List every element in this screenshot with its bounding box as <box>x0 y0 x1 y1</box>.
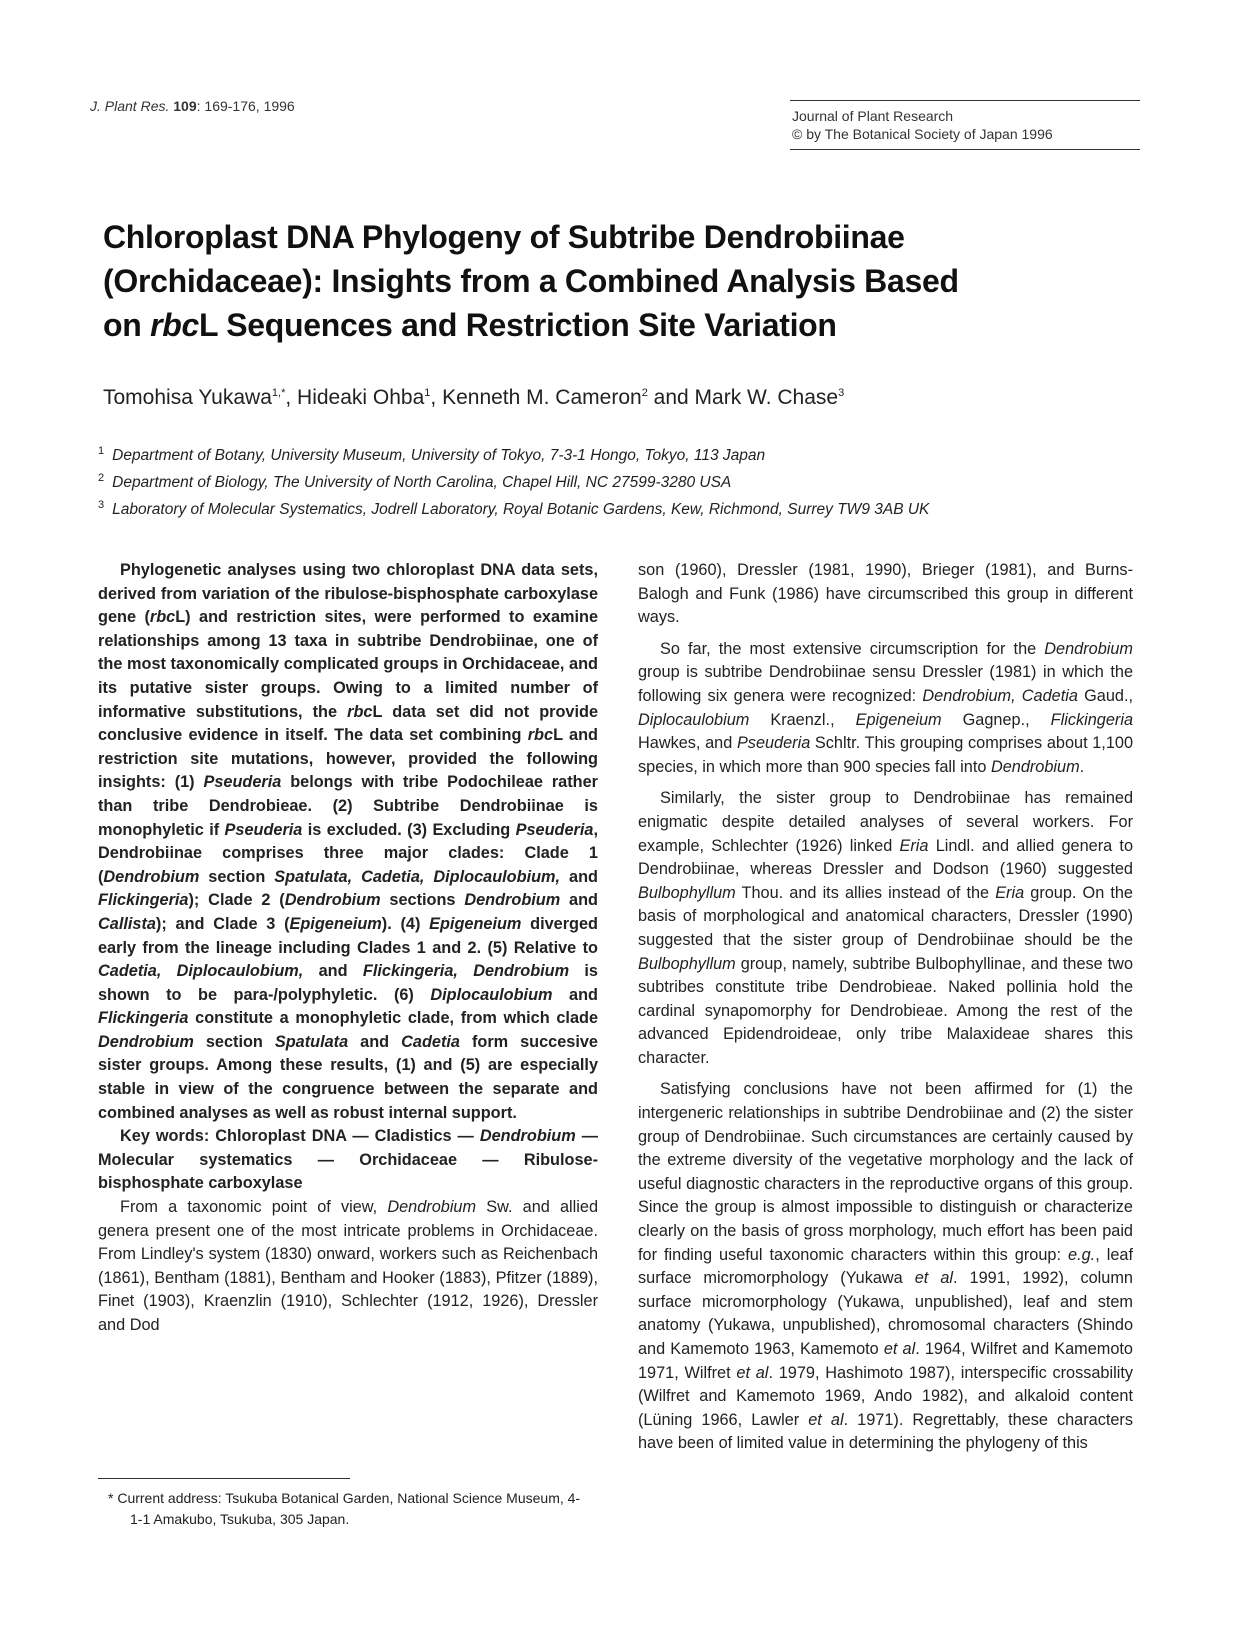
author-name: Hideaki Ohba <box>297 386 425 409</box>
title-line-2: (Orchidaceae): Insights from a Combined Analysis Based <box>103 263 959 299</box>
body-paragraph: Satisfying conclusions have not been affirmed for (1) the intergeneric relationships in subtribe Dendrobiinae and (2) the sister group of Dendrobiinae. Such circumstances are certainly caused by the extreme diversity of the vegetative morphology and the lack of useful diagnostic characters in the reproductive organs of this group. Since the group is almost impossible to distinguish or characterize clearly on the basis of gross morphology, much effort has been paid for finding useful taxonomic characters within this group: e.g., leaf surface micromorphology (Yukawa et al. 1991, 1992), column surface micromorphology (Yukawa, unpublished), leaf and stem anatomy (Yukawa, unpublished), chromosomal characters (Shindo and Kamemoto 1963, Kamemoto et al. 1964, Wilfret and Kamemoto 1971, Wilfret et al. 1979, Hashimoto 1987), interspecific crossability (Wilfret and Kamemoto 1969, Ando 1982), and alkaloid content (Lüning 1966, Lawler et al. 1971). Regrettably, these characters have been of limited value in determining the phylogeny of this <box>638 1080 1134 1453</box>
affiliation-line: $^3$ Laboratory of Molecular Systematics, Jodrell Laboratory, Royal Botanic Gardens, Kew, Richmond, Surrey TW9 3AB UK <box>98 499 930 519</box>
author-name: Tomohisa Yukawa <box>103 386 272 409</box>
citation-volume: 109 <box>173 98 197 114</box>
affiliations <box>98 440 1158 521</box>
intro-paragraph: From a taxonomic point of view, Dendrobium Sw. and allied genera present one of the most intricate problems in Orchidaceae. From Lindley's system (1830) onward, workers such as Reichenbach (1861), Bentham (1881), Bentham and Hooker (1883), Pfitzer (1889), Finet (1903), Kraenzlin (1910), Schlechter (1912, 1926), Dressler and Dod <box>98 1198 598 1334</box>
title-line-1: Chloroplast DNA Phylogeny of Subtribe Dendrobiinae <box>103 219 905 255</box>
author-list: Tomohisa Yukawa$^{1,*}$, Hideaki Ohba$^1$, Kenneth M. Cameron$^2$ and Mark W. Chase$^3$ <box>103 386 845 409</box>
body-paragraph: So far, the most extensive circumscription for the Dendrobium group is subtribe Dendrobiinae sensu Dressler (1981) in which the following six genera were recognized: Dendrobium, Cadetia Gaud., Diplocaulobium Kraenzl., Epigeneium Gagnep., Flickingeria Hawkes, and Pseuderia Schltr. This grouping comprises about 1,100 species, in which more than 900 species fall into Dendrobium. <box>638 639 1133 776</box>
journal-name: Journal of Plant Research <box>792 108 954 124</box>
keywords: Key words: Chloroplast DNA — Cladistics — Dendrobium — Molecular systematics — Orchidaceae — Ribulose-bisphosphate carboxylase <box>98 1127 599 1193</box>
title-line-3: on rbcL Sequences and Restriction Site Variation <box>103 307 837 343</box>
article-title <box>103 215 1143 347</box>
footnote-rule <box>98 1478 350 1479</box>
citation <box>90 98 295 114</box>
abstract: Phylogenetic analyses using two chloroplast DNA data sets, derived from variation of the ribulose-bisphosphate carboxylase gene (rbcL) and restriction sites, were performed to examine relationships among 13 taxa in subtribe Dendrobiinae, one of the most taxonomically complicated groups in Orchidaceae, and its putative sister groups. Owing to a limited number of informative substitutions, the rbcL data set did not provide conclusive evidence in itself. The data set combining rbcL and restriction site mutations, however, provided the following insights: (1) Pseuderia belongs with tribe Podochileae rather than tribe Dendrobieae. (2) Subtribe Dendrobiinae is monophyletic if Pseuderia is excluded. (3) Excluding Pseuderia, Dendrobiinae comprises three major clades: Clade 1 (Dendrobium section Spatulata, Cadetia, Diplocaulobium, and Flickingeria); Clade 2 (Dendrobium sections Dendrobium and Callista); and Clade 3 (Epigeneium). (4) Epigeneium diverged early from the lineage including Clades 1 and 2. (5) Relative to Cadetia, Diplocaulobium, and Flickingeria, Dendrobium is shown to be para-/polyphyletic. (6) Diplocaulobium and Flickingeria constitute a monophyletic clade, from which clade Dendrobium section Spatulata and Cadetia form succesive sister groups. Among these results, (1) and (5) are especially stable in view of the congruence between the separate and combined analyses as well as robust internal support. <box>98 561 599 1122</box>
body-paragraph: Similarly, the sister group to Dendrobiinae has remained enigmatic despite detailed analyses of several workers. For example, Schlechter (1926) linked Eria Lindl. and allied genera to Dendrobiinae, whereas Dressler and Dodson (1960) suggested Bulbophyllum Thou. and its allies instead of the Eria group. On the basis of morphological and anatomical characters, Dressler (1990) suggested that the sister group of Dendrobiinae should be the Bulbophyllum group, namely, subtribe Bulbophyllinae, and these two subtribes constitute tribe Dendrobieae. Naked pollinia hold the cardinal synapomorphy for Dendrobieae. Among the rest of the advanced Epidendroideae, only tribe Malaxideae shares this character. <box>638 789 1134 1067</box>
footnote <box>108 1488 588 1530</box>
copyright: © by The Botanical Society of Japan 1996 <box>792 126 1053 142</box>
author-name: Mark W. Chase <box>694 386 839 409</box>
author-name: Kenneth M. Cameron <box>442 386 642 409</box>
left-column <box>98 559 598 1338</box>
journal-box <box>790 100 1140 150</box>
footnote-text: * Current address: Tsukuba Botanical Garden, National Science Museum, 4-1-1 Amakubo, Tsukuba, 305 Japan. <box>108 1490 581 1527</box>
right-column <box>638 559 1133 1456</box>
citation-journal: J. Plant Res. <box>90 98 170 114</box>
affiliation-line: $^2$ Department of Biology, The University of North Carolina, Chapel Hill, NC 27599-3280 USA <box>98 472 732 492</box>
body-paragraph: son (1960), Dressler (1981, 1990), Brieger (1981), and Burns-Balogh and Funk (1986) have circumscribed this group in different ways. <box>638 561 1133 627</box>
citation-pages: : 169-176, 1996 <box>196 98 295 114</box>
affiliation-line: $^1$ Department of Botany, University Museum, University of Tokyo, 7-3-1 Hongo, Tokyo, 113 Japan <box>98 445 766 465</box>
